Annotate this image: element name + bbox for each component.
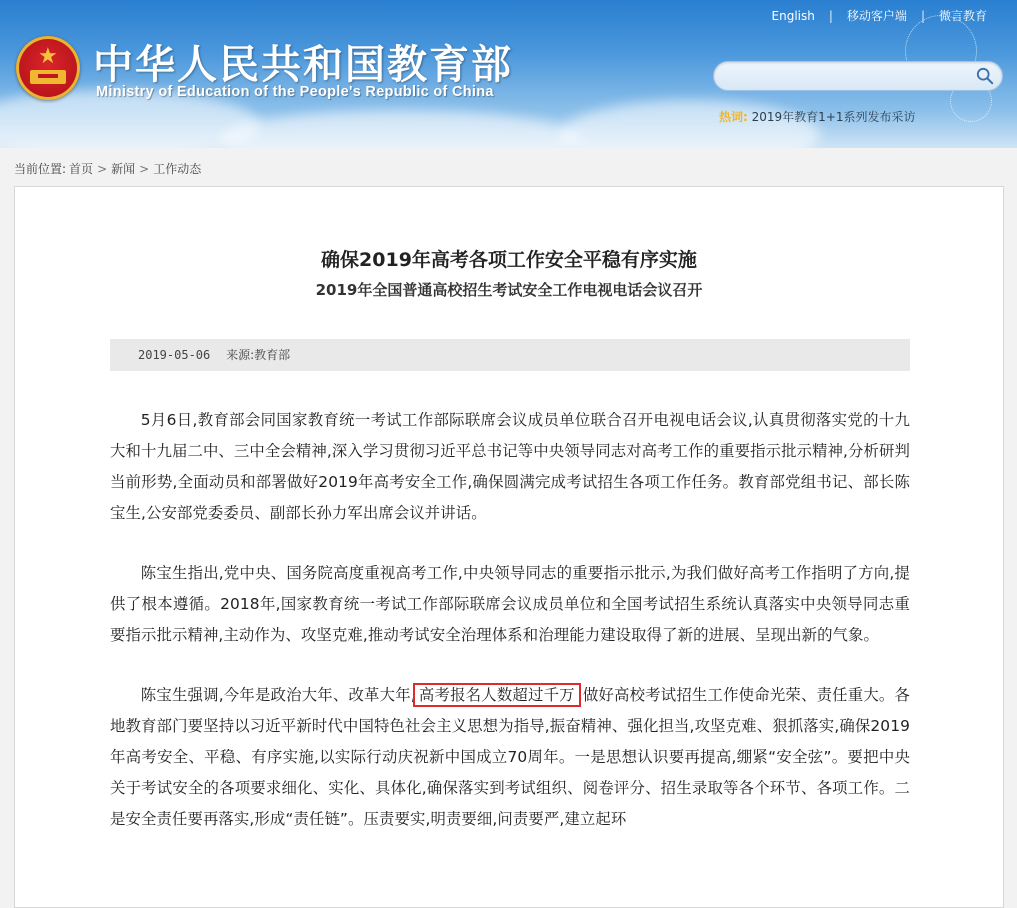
paragraph-text: 陈宝生指出,党中央、国务院高度重视高考工作,中央领导同志的重要指示批示,为我们做好高考工作指明了方向,提供了根本遵循。2018年,国家教育统一考试工作部际联席会议成员单位和全国考试招生系统认真落实中央领导同志重要指示批示精神,主动作为、攻坚克难,推动考试安全治理体系和治理能力建设取得了新的进展、呈现出新的气象。 — [110, 564, 910, 644]
article-subtitle: 2019年全国普通高校招生考试安全工作电视电话会议召开 — [315, 281, 703, 299]
article-paragraph: 5月6日,教育部会同国家教育统一考试工作部际联席会议成员单位联合召开电视电话会议,认真贯彻落实党的十九大和十九届二中、三中全会精神,深入学习贯彻习近平总书记等中央领导同志对高考工作的重要指示批示精神,分析研判当前形势,全面动员和部署做好2019年高考安全工作,确保圆满完成考试招生各项工作任务。教育部党组书记、部长陈宝生,公安部党委委员、副部长孙力军出席会议并讲话。 — [110, 411, 911, 522]
breadcrumb-news[interactable]: 新闻 — [111, 162, 136, 176]
star-icon: ★ — [38, 44, 58, 69]
article-date: 2019-05-06 — [138, 348, 211, 362]
link-separator: | — [828, 8, 833, 23]
article-container — [14, 186, 1004, 908]
breadcrumb-work-news[interactable]: 工作动态 — [153, 162, 202, 176]
search-box — [713, 61, 1003, 91]
search-input[interactable] — [726, 66, 970, 88]
site-name-cn[interactable]: 中华人民共和国教育部 — [93, 41, 513, 88]
article-body — [110, 405, 910, 864]
breadcrumb — [14, 160, 201, 177]
article-paragraph — [110, 558, 910, 651]
national-emblem-icon[interactable] — [16, 36, 80, 100]
paragraph-text: 陈宝生强调,今年是政治大年、改革大年, — [140, 686, 416, 704]
gate-icon — [30, 70, 66, 84]
link-separator: | — [920, 8, 925, 23]
chevron-right-icon: > — [97, 162, 108, 176]
link-english[interactable]: English — [771, 8, 815, 23]
hot-words-label: 热词: — [719, 110, 748, 124]
highlighted-text: 高考报名人数超过千万 — [416, 686, 578, 704]
top-links — [772, 7, 987, 24]
breadcrumb-prefix: 当前位置: — [14, 162, 67, 176]
site-header — [0, 0, 1017, 148]
hot-words — [719, 108, 916, 125]
link-weiyan-jiaoyu[interactable]: 微言教育 — [938, 9, 987, 23]
search-icon[interactable] — [976, 67, 994, 85]
article-title: 确保2019年高考各项工作安全平稳有序实施 — [321, 249, 697, 271]
chevron-right-icon: > — [139, 162, 150, 176]
cloud-decoration — [220, 110, 580, 148]
hot-word-link[interactable]: 2019年教育1+1系列发布采访 — [751, 110, 916, 124]
paragraph-text: ,做好高校考试招生工作使命光荣、责任重大。各地教育部门要坚持以习近平新时代中国特色社会主义思想为指导,振奋精神、强化担当,攻坚克难、狠抓落实,确保2019年高考安全、平稳、有序实施,以实际行动庆祝新中国成立70周年。一是思想认识要再提高,绷紧“安全弦”。要把中央关于考试安全的各项要求细化、实化、具体化,确保落实到考试组织、阅卷评分、招生录取等各个环节、各项工作。二是安全责任要再落实,形成“责任链”。压责要实,明责要细,问责要严,建立起环 — [110, 686, 911, 828]
article-meta — [110, 339, 910, 371]
site-name-en[interactable]: Ministry of Education of the People's Republic of China — [96, 84, 494, 100]
article-paragraph — [110, 680, 910, 835]
article-source: 来源:教育部 — [226, 348, 291, 362]
breadcrumb-home[interactable]: 首页 — [69, 162, 94, 176]
link-mobile-client[interactable]: 移动客户端 — [846, 9, 907, 23]
